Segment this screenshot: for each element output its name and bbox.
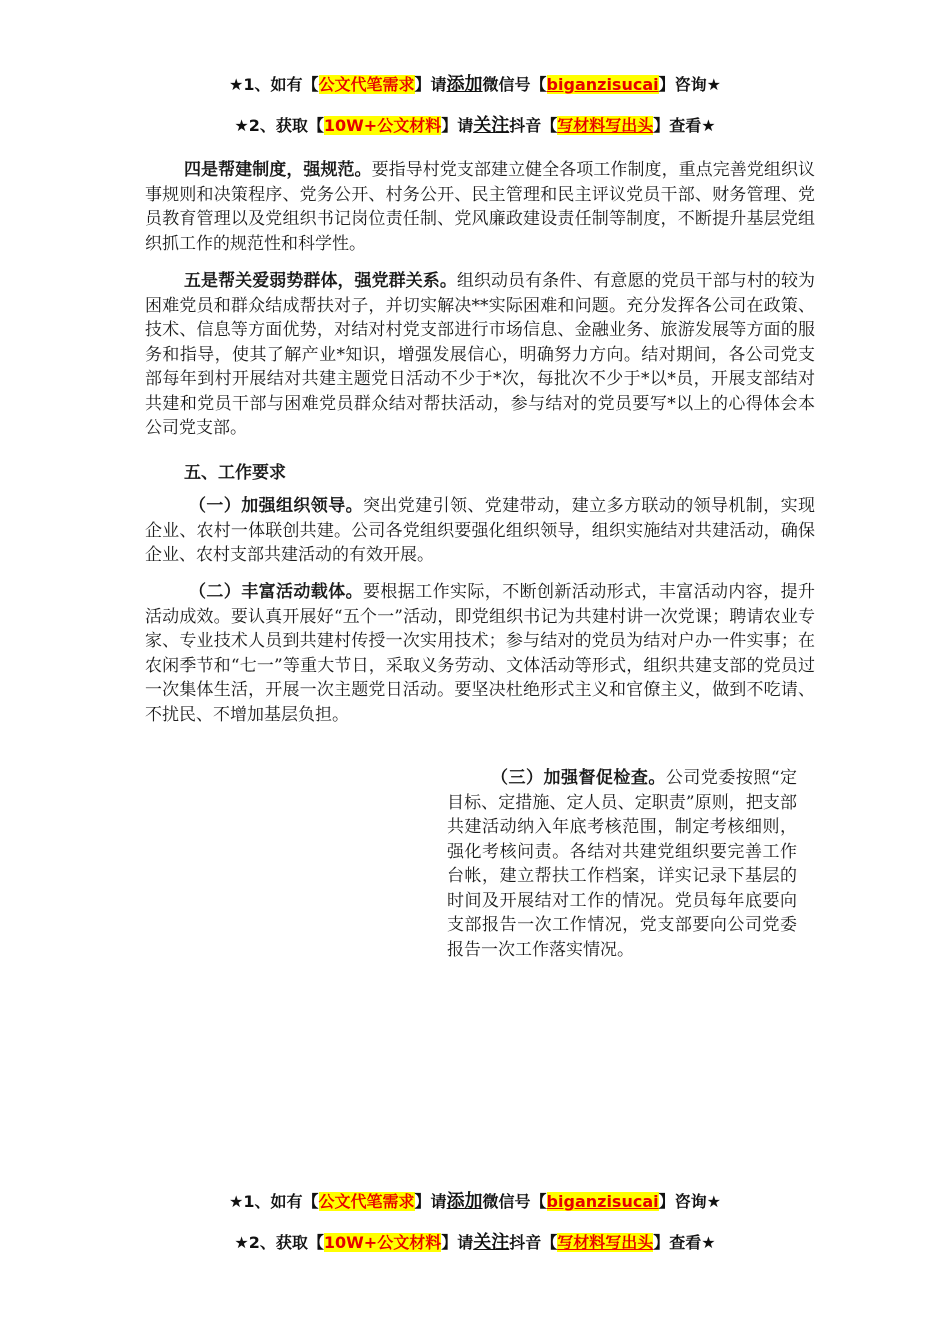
bottom-banner-line-2: ★2、获取【10W+公文材料】请关注抖音【写材料写出头】查看★ xyxy=(234,1232,716,1253)
paragraph-five: 五是帮关爱弱势群体，强党群关系。组织动员有条件、有意愿的党员干部与村的较为困难党员和群众结成帮扶对子，并切实解决**实际困难和问题。充分发挥各公司在政策、技术、信息等方面优势，对结对村党支部进行市场信息、金融业务、旅游发展等方面的服务和指导，使其了解产业*知识，增强发展信心，明确努力方向。结对期间，各公司党支部每年到村开展结对共建主题党日活动不少于*次，每批次不少于*以*员，开展支部结对共建和党员干部与困难党员群众结对帮扶活动，参与结对的党员要写*以上的心得体会本公司党支部。 xyxy=(145,271,816,438)
paragraph-five-lead: 五是帮关爱弱势群体，强党群关系。 xyxy=(184,271,457,291)
requirement-1: （一）加强组织领导。突出党建引领、党建带动，建立多方联动的领导机制，实现企业、农村一体联创共建。公司各党组织要强化组织领导，组织实施结对共建活动，确保企业、农村支部共建活动的有效开展。 xyxy=(145,496,815,565)
highlight-douyin: 写材料写出头 xyxy=(557,116,654,135)
highlight-materials: 10W+公文材料 xyxy=(323,116,442,135)
top-banner-line-2: ★2、获取【10W+公文材料】请关注抖音【写材料写出头】查看★ xyxy=(234,115,716,136)
requirement-2-lead: （二）丰富活动载体。 xyxy=(189,582,363,602)
paragraph-four-lead: 四是帮建制度，强规范。 xyxy=(184,160,372,180)
highlight-wechat-id: biganzisucai xyxy=(546,1192,659,1211)
requirement-1-lead: （一）加强组织领导。 xyxy=(189,496,363,516)
section-heading: 五、工作要求 xyxy=(184,463,286,483)
highlight-materials: 10W+公文材料 xyxy=(323,1233,442,1252)
highlight-wechat-id: biganzisucai xyxy=(546,75,659,94)
bottom-banner-line-1: ★1、如有【公文代笔需求】请添加微信号【biganzisucai】咨询★ xyxy=(229,1191,721,1212)
paragraph-four: 四是帮建制度，强规范。要指导村党支部建立健全各项工作制度，重点完善党组织议事规则和决策程序、党务公开、村务公开、民主管理和民主评议党员干部、财务管理、党员教育管理以及党组织书记岗位责任制、党风廉政建设责任制等制度，不断提升基层党组织抓工作的规范性和科学性。 xyxy=(145,160,816,254)
highlight-douyin: 写材料写出头 xyxy=(557,1233,654,1252)
highlight-service: 公文代笔需求 xyxy=(318,1192,415,1211)
highlight-service: 公文代笔需求 xyxy=(318,75,415,94)
top-banner-line-1: ★1、如有【公文代笔需求】请添加微信号【biganzisucai】咨询★ xyxy=(229,74,721,95)
requirement-2: （二）丰富活动载体。要根据工作实际，不断创新活动形式，丰富活动内容，提升活动成效。要认真开展好“五个一”活动，即党组织书记为共建村讲一次党课；聘请农业专家、专业技术人员到共建村传授一次实用技术；参与结对的党员为结对户办一件实事；在农闲季节和“七一”等重大节日，采取义务劳动、文体活动等形式，组织共建支部的党员过一次集体生活，开展一次主题党日活动。要坚决杜绝形式主义和官僚主义，做到不吃请、不扰民、不增加基层负担。 xyxy=(145,582,815,725)
requirement-3-lead: （三）加强督促检查。 xyxy=(491,768,666,788)
requirement-3: （三）加强督促检查。公司党委按照“定目标、定措施、定人员、定职责”原则，把支部共建活动纳入年底考核范围，制定考核细则，强化考核问责。各结对共建党组织要完善工作台帐，建立帮扶工作档案，详实记录下基层的时间及开展结对工作的情况。党员每年底要向支部报告一次工作情况，党支部要向公司党委报告一次工作落实情况。 xyxy=(447,768,797,960)
